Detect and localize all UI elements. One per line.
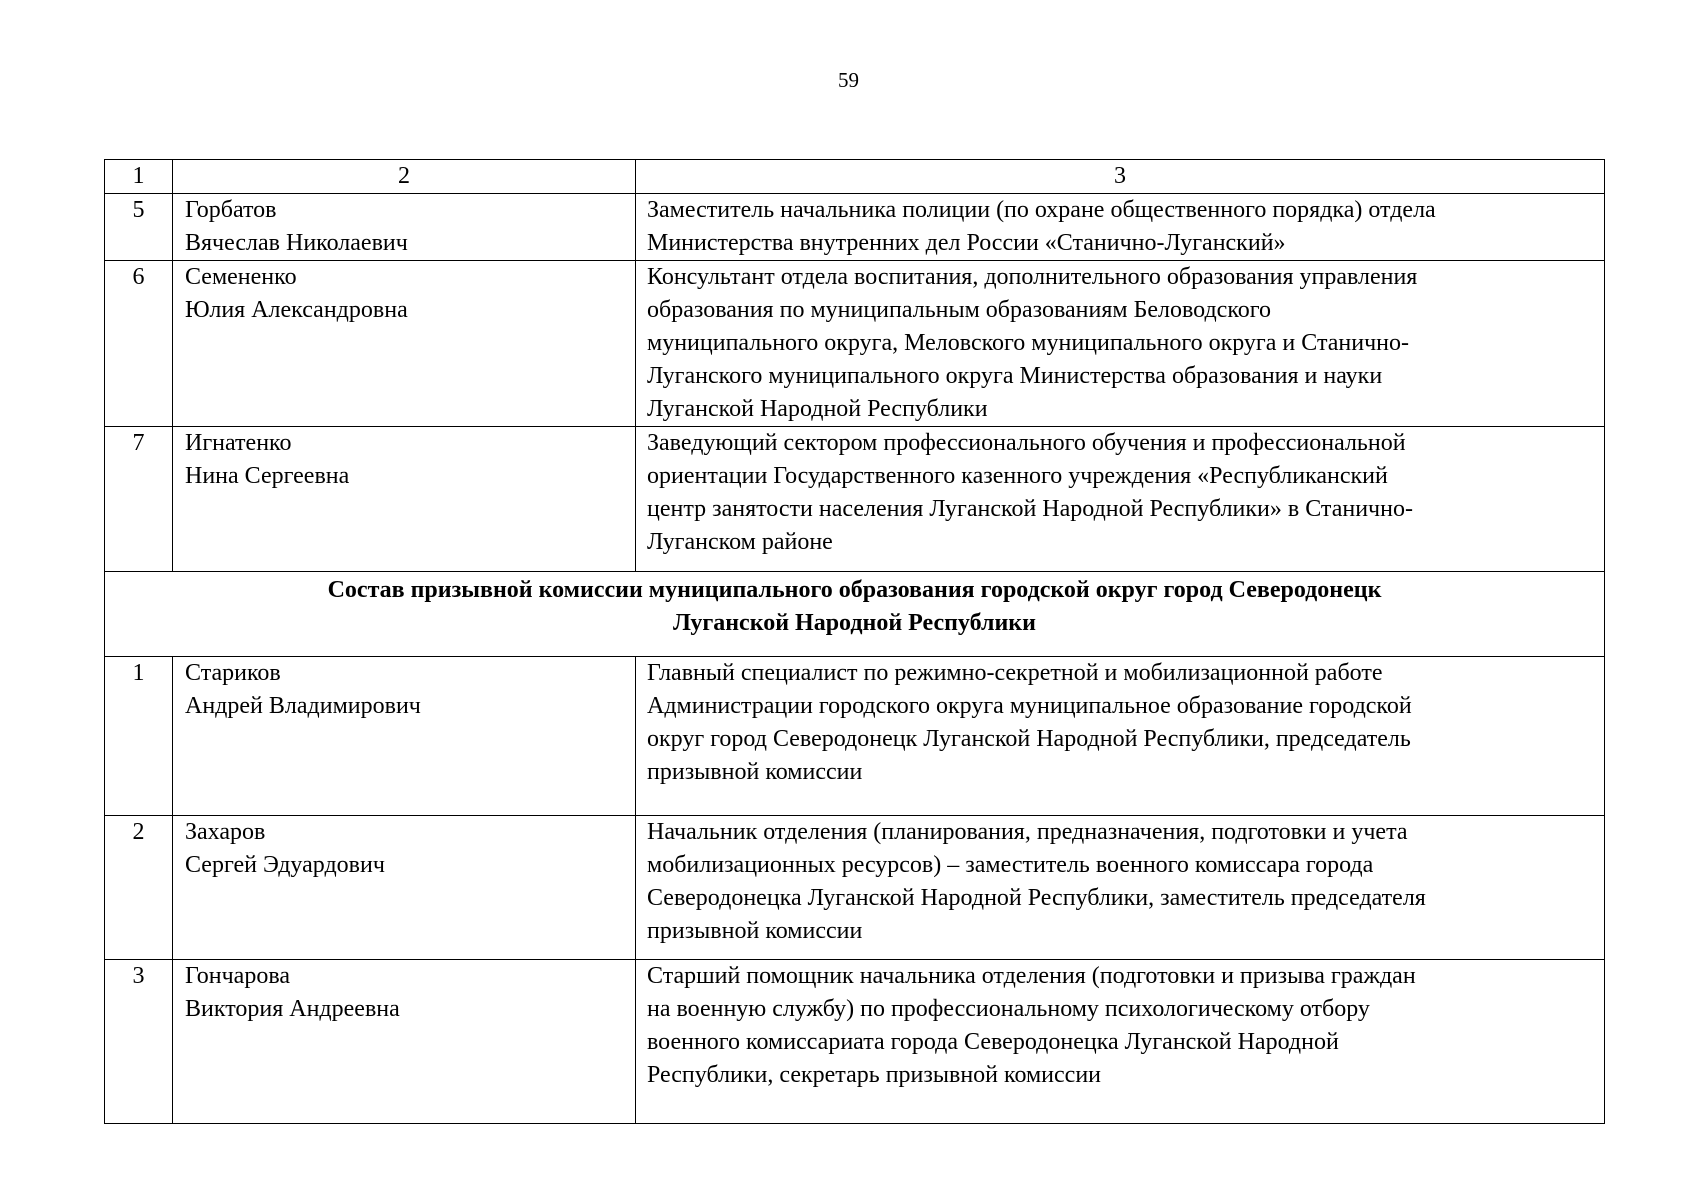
position [636,960,1605,1124]
row-number: 6 [105,261,173,427]
given-names: Виктория Андреевна [185,996,400,1022]
position-line: Администрации городского округа муниципальное образование городской [647,693,1412,719]
surname: Горбатов [185,197,277,223]
given-names: Нина Сергеевна [185,463,350,489]
person-name [173,657,636,816]
surname: Гончарова [185,963,290,989]
position-line: Консультант отдела воспитания, дополнительного образования управления [647,264,1418,290]
position-line: центр занятости населения Луганской Народной Республики» в Станично- [647,496,1413,522]
table-row [105,261,1605,427]
section-heading [105,572,1605,657]
person-name [173,194,636,261]
position-line: Заместитель начальника полиции (по охране общественного порядка) отдела [647,197,1436,223]
column-header-2: 2 [173,160,636,194]
position [636,427,1605,572]
table-row [105,657,1605,816]
position-line: Министерства внутренних дел России «Станично-Луганский» [647,230,1286,256]
table-row [105,194,1605,261]
position [636,816,1605,960]
position-line: Главный специалист по режимно-секретной и мобилизационной работе [647,660,1383,686]
section-heading-line: Состав призывной комиссии муниципального образования городской округ город Северодонецк [327,577,1382,603]
section-heading-row [105,572,1605,657]
row-number: 7 [105,427,173,572]
given-names: Вячеслав Николаевич [185,230,408,256]
position-line: призывной комиссии [647,918,863,944]
given-names: Юлия Александровна [185,297,408,323]
row-number: 3 [105,960,173,1124]
section-heading-line: Луганской Народной Республики [673,610,1036,636]
position-line: призывной комиссии [647,759,863,785]
row-number: 2 [105,816,173,960]
page-number: 59 [838,68,859,92]
table-header-row [105,160,1605,194]
person-name [173,427,636,572]
position-line: мобилизационных ресурсов) – заместитель военного комиссара города [647,852,1374,878]
position-line: ориентации Государственного казенного учреждения «Республиканский [647,463,1388,489]
position-line: Начальник отделения (планирования, предназначения, подготовки и учета [647,819,1408,845]
surname: Захаров [185,819,266,845]
row-number: 5 [105,194,173,261]
position-line: Луганского муниципального округа Министерства образования и науки [647,363,1383,389]
given-names: Сергей Эдуардович [185,852,385,878]
surname: Семененко [185,264,297,290]
commission-table [104,159,1605,1124]
position-line: образования по муниципальным образованиям Беловодского [647,297,1272,323]
row-number: 1 [105,657,173,816]
position-line: Республики, секретарь призывной комиссии [647,1062,1102,1088]
position-line: на военную службу) по профессиональному психологическому отбору [647,996,1370,1022]
column-header-3: 3 [636,160,1605,194]
position-line: Луганском районе [647,529,833,555]
table-row [105,960,1605,1124]
position [636,657,1605,816]
position [636,194,1605,261]
position [636,261,1605,427]
person-name [173,960,636,1124]
person-name [173,261,636,427]
person-name [173,816,636,960]
table-row [105,427,1605,572]
table-row [105,816,1605,960]
surname: Игнатенко [185,430,292,456]
position-line: Северодонецка Луганской Народной Республики, заместитель председателя [647,885,1426,911]
position-line: Заведующий сектором профессионального обучения и профессиональной [647,430,1406,456]
surname: Стариков [185,660,281,686]
position-line: Луганской Народной Республики [647,396,988,422]
column-header-1: 1 [105,160,173,194]
position-line: округ город Северодонецк Луганской Народной Республики, председатель [647,726,1411,752]
given-names: Андрей Владимирович [185,693,421,719]
position-line: муниципального округа, Меловского муниципального округа и Станично- [647,330,1409,356]
position-line: Старший помощник начальника отделения (подготовки и призыва граждан [647,963,1416,989]
position-line: военного комиссариата города Северодонецка Луганской Народной [647,1029,1339,1055]
